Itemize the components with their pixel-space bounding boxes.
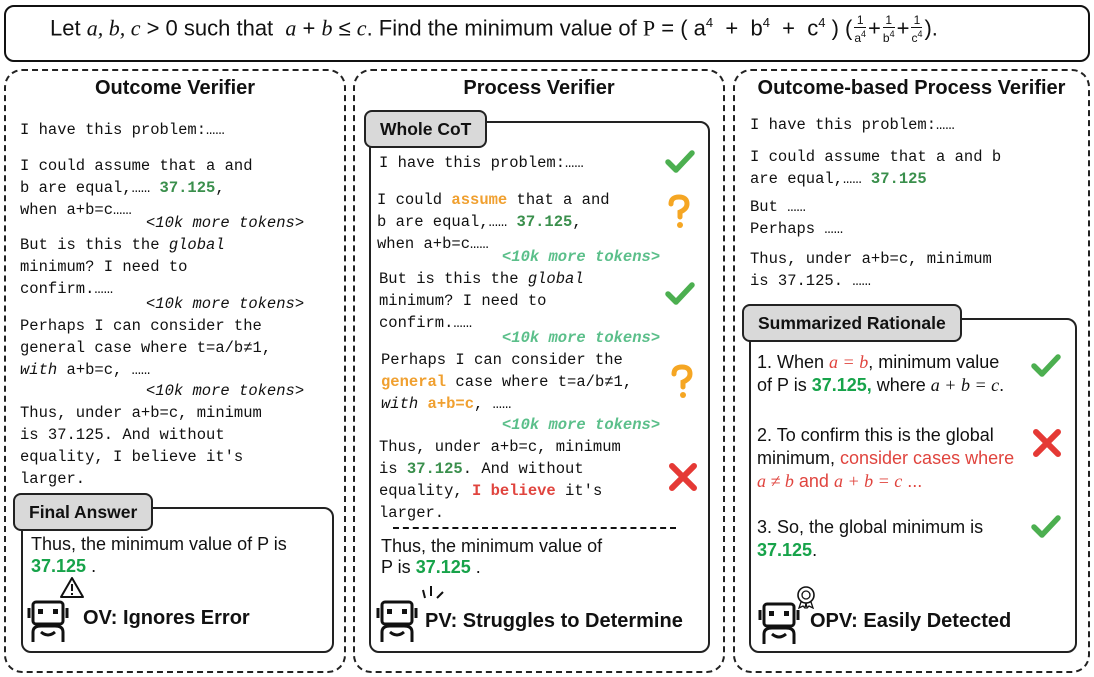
ov-line: general case where t=a/b≠1,	[20, 339, 272, 357]
robot-icon	[27, 598, 69, 644]
opv-line: is 37.125. ……	[750, 272, 871, 290]
ov-token-note: <10k more tokens>	[146, 382, 305, 400]
pv-line: I have this problem:……	[379, 154, 584, 172]
rationale-2: 2. To confirm this is the global	[757, 425, 994, 445]
rationale-1b: of P is 37.125, where a + b = c.	[757, 375, 1005, 395]
check-icon	[664, 281, 696, 307]
sparkle-icon	[421, 582, 445, 604]
warning-icon	[59, 576, 85, 599]
robot-icon	[758, 600, 800, 646]
ov-line: I have this problem:……	[20, 121, 225, 139]
pv-line: larger.	[379, 504, 445, 522]
pv-line: I could assume that a and	[377, 191, 610, 209]
pv-line: Thus, under a+b=c, minimum	[379, 438, 621, 456]
ov-token-note: <10k more tokens>	[146, 214, 305, 232]
ov-line: Perhaps I can consider the	[20, 317, 262, 335]
pv-line: equality, I believe it's	[379, 482, 603, 500]
ov-line: when a+b=c……	[20, 201, 132, 219]
pv-line: when a+b=c……	[377, 235, 489, 253]
ov-line: equality, I believe it's	[20, 448, 244, 466]
rationale-2b: minimum, consider cases where	[757, 448, 1015, 468]
opv-line: I could assume that a and b	[750, 148, 1002, 166]
whole-cot-tab: Whole CoT	[364, 110, 487, 148]
rationale-2c: a ≠ b and a + b = c ...	[757, 471, 923, 491]
question-icon	[670, 364, 694, 400]
ov-line: But is this the global	[20, 236, 225, 254]
summarized-rationale-tab: Summarized Rationale	[742, 304, 962, 342]
rationale-3b: 37.125.	[757, 540, 818, 560]
pv-final-text: Thus, the minimum value of	[381, 536, 603, 556]
ov-line: I could assume that a and	[20, 157, 253, 175]
opv-line: Perhaps ……	[750, 220, 844, 238]
ov-token-note: <10k more tokens>	[146, 295, 305, 313]
pv-line: b are equal,…… 37.125,	[377, 213, 582, 231]
outcome-verifier-title: Outcome Verifier	[94, 77, 256, 99]
check-icon	[664, 149, 696, 175]
pv-line: confirm.……	[379, 314, 473, 332]
pv-line: But is this the global	[379, 270, 584, 288]
check-icon	[1030, 353, 1062, 379]
opv-title: Outcome-based Process Verifier	[757, 77, 1066, 99]
pv-line: minimum? I need to	[379, 292, 547, 310]
ov-line: Thus, under a+b=c, minimum	[20, 404, 262, 422]
question-text: Let a, b, c > 0 such that a + b ≤ c. Find the minimum value of P = ( $a^4 + b^4 + c^4$ ) ( $\frac{1}{a^4}$ + $\frac{1}{b^4}$ + $\frac{1}{c^4}$ ).	[50, 13, 938, 45]
cross-icon	[1032, 428, 1062, 458]
opv-line: Thus, under a+b=c, minimum	[750, 250, 992, 268]
pv-line: is 37.125. And without	[379, 460, 584, 478]
cross-icon	[668, 462, 698, 492]
pv-line: Perhaps I can consider the	[381, 351, 623, 369]
pv-line: general case where t=a/b≠1,	[381, 373, 633, 391]
question-icon	[667, 194, 691, 230]
final-answer-text: Thus, the minimum value of P is	[31, 534, 287, 554]
pv-caption: PV: Struggles to Determine	[425, 610, 683, 632]
final-answer-tab: Final Answer	[13, 493, 153, 531]
pv-final-value: P is 37.125 .	[381, 557, 481, 577]
ov-line: minimum? I need to	[20, 258, 188, 276]
opv-line: But ……	[750, 198, 806, 216]
process-verifier-title: Process Verifier	[463, 77, 615, 99]
ov-line: b are equal,…… 37.125,	[20, 179, 225, 197]
opv-line: are equal,…… 37.125	[750, 170, 927, 188]
ov-line: is 37.125. And without	[20, 426, 225, 444]
ov-line: confirm.……	[20, 280, 114, 298]
pv-token-note: <10k more tokens>	[502, 416, 661, 434]
pv-token-note: <10k more tokens>	[502, 248, 661, 266]
ov-line: larger.	[20, 470, 86, 488]
final-answer-value: 37.125 .	[31, 556, 97, 576]
ov-line: with a+b=c, ……	[20, 361, 151, 379]
check-icon	[1030, 514, 1062, 540]
ov-caption: OV: Ignores Error	[83, 607, 250, 629]
opv-line: I have this problem:……	[750, 116, 955, 134]
robot-icon	[376, 598, 418, 644]
pv-line: with a+b=c, ……	[381, 395, 512, 413]
rationale-1: 1. When a = b, minimum value	[757, 352, 1000, 372]
opv-caption: OPV: Easily Detected	[810, 610, 1012, 632]
rationale-3: 3. So, the global minimum is	[757, 517, 984, 537]
pv-token-note: <10k more tokens>	[502, 329, 661, 347]
divider	[393, 527, 676, 529]
